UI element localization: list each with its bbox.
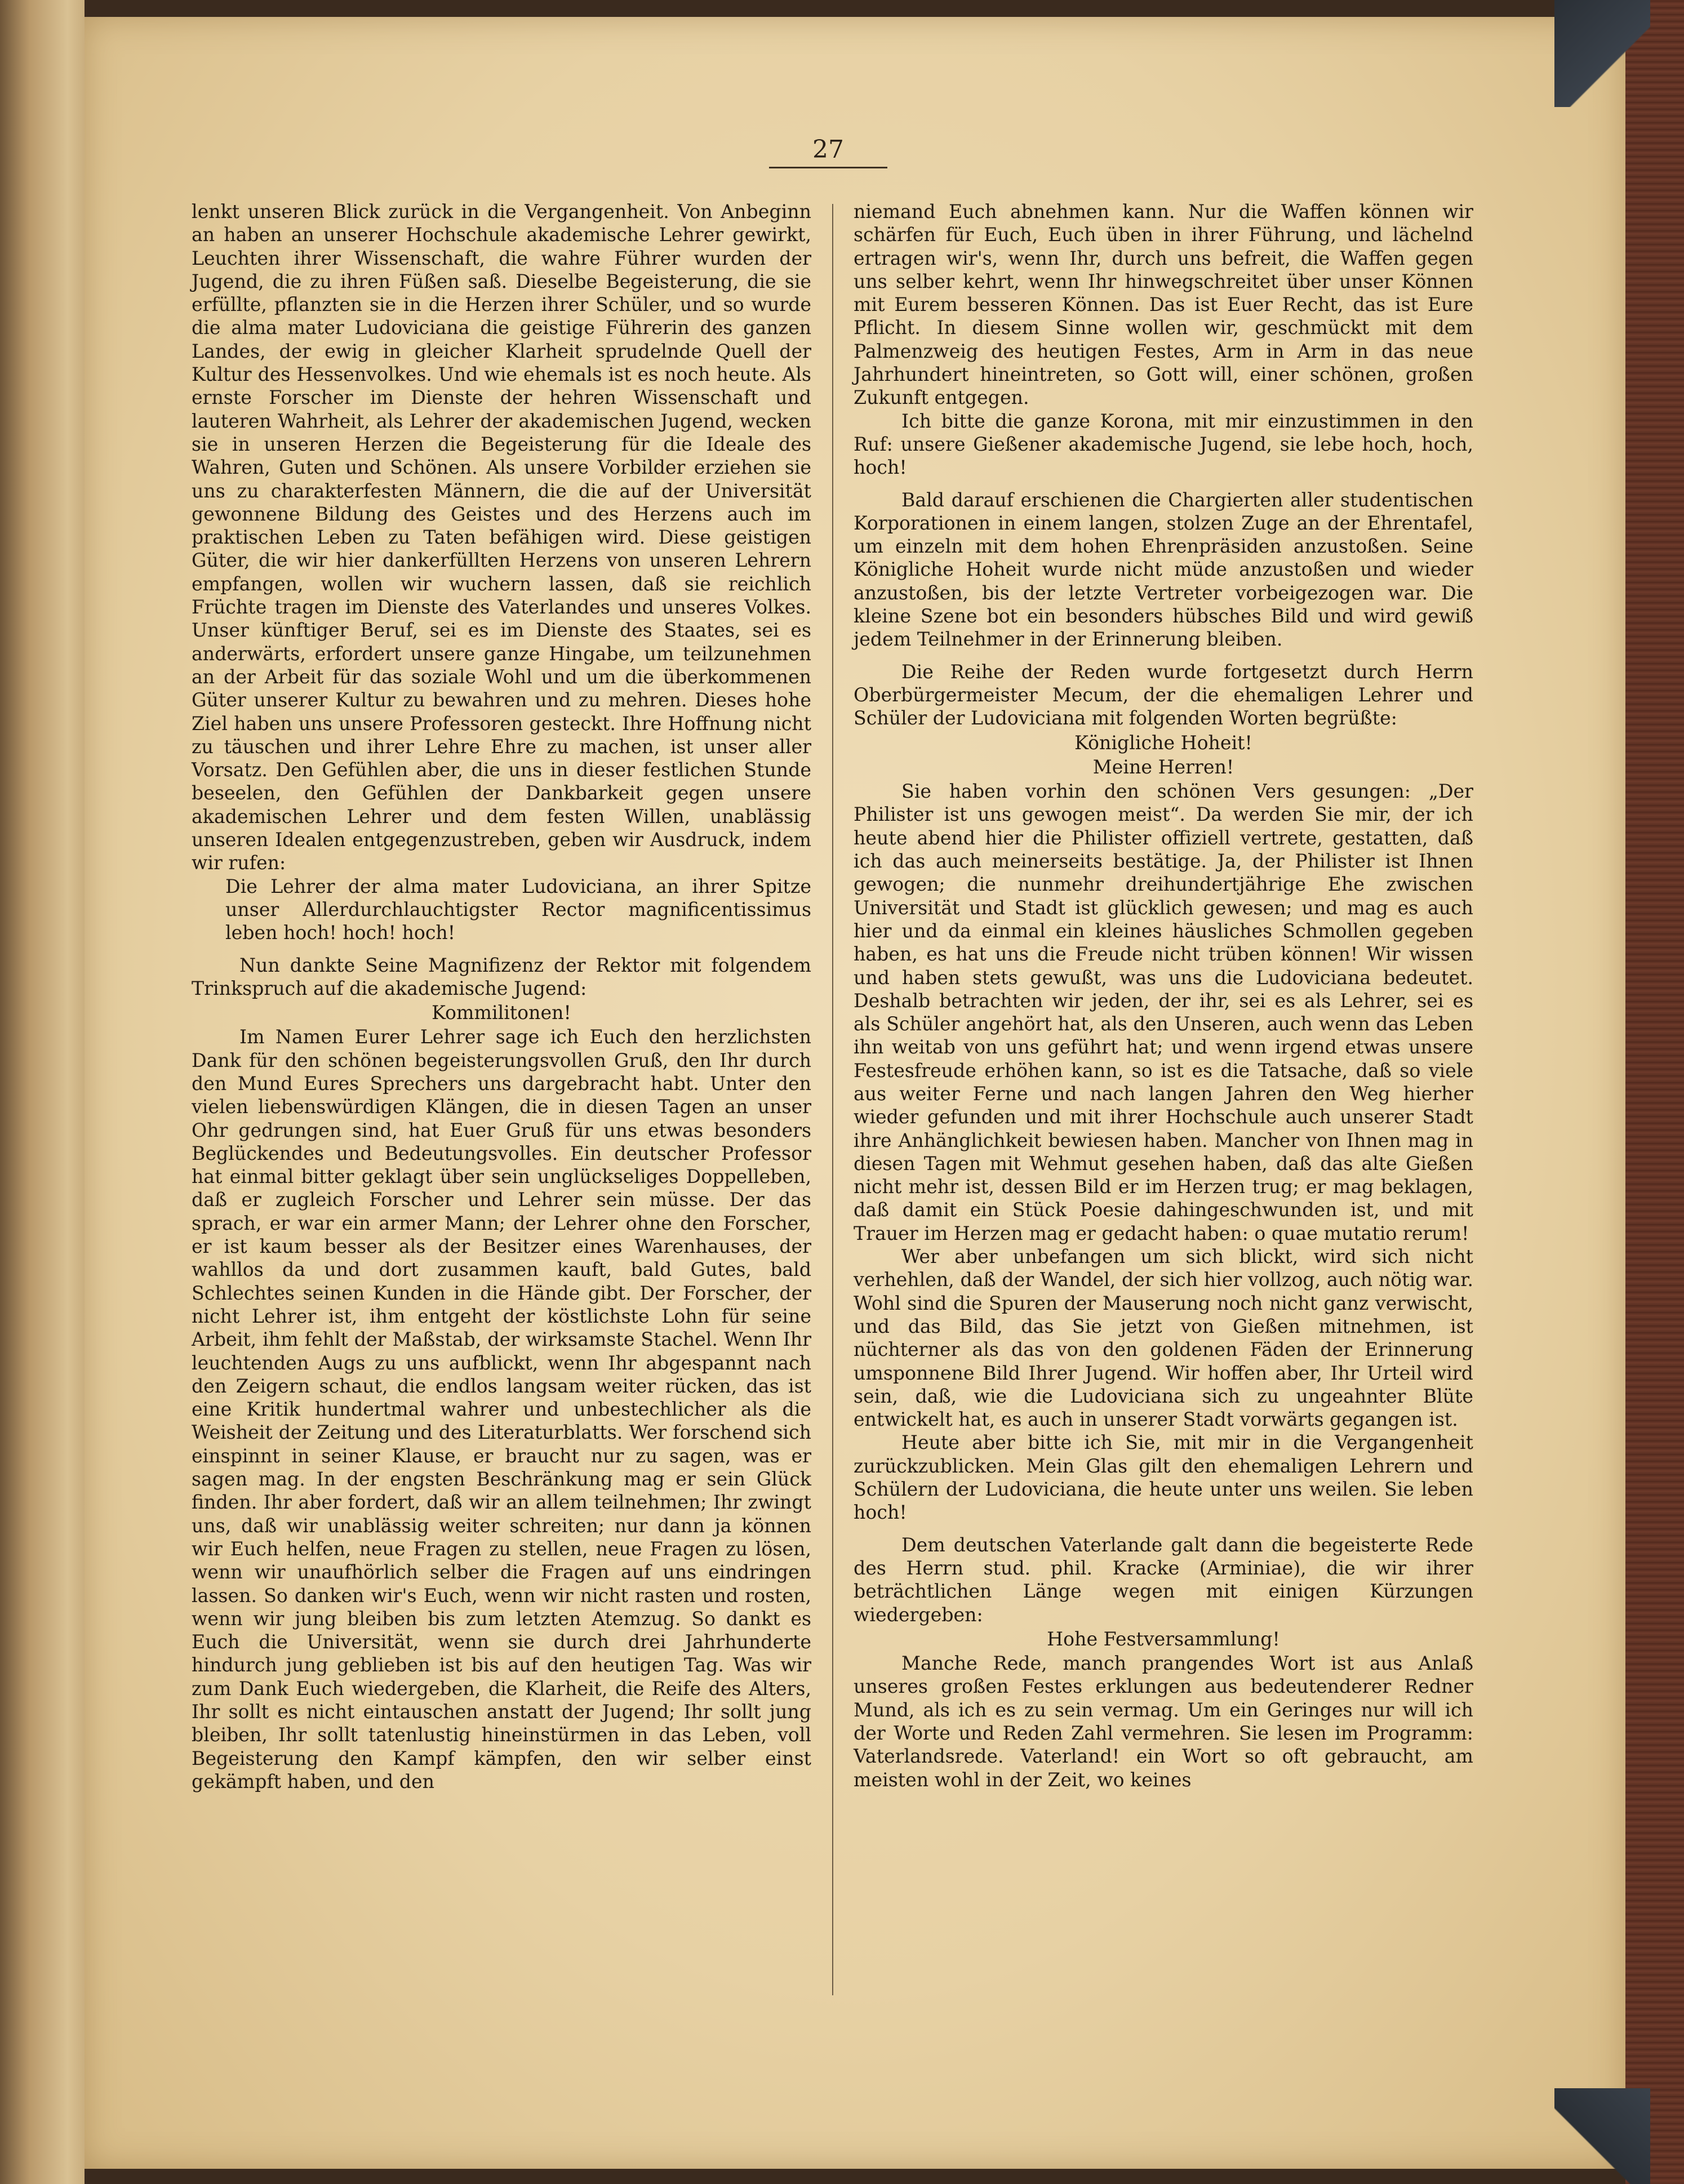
column-divider: [832, 204, 833, 1995]
left-column: [192, 200, 811, 1793]
right-column: [854, 200, 1473, 1791]
right-paragraph: Wer aber unbefangen um sich blickt, wird sich nicht verhehlen, daß der Wandel, der sich hier vollzog, auch nötig war. Wohl sind die Spuren der Mauserung noch nicht ganz verwischt, und das Bild, das Sie jetzt von Gießen mitnehmen, ist nüchterner als das von den goldenen Fäden der Erinnerung umsponnene Bild Ihrer Jugend. Wir hoffen aber, Ihr Urteil wird sein, daß, wie die Ludoviciana sich zu ungeahnter Blüte entwickelt hat, es auch in unserer Stadt vorwärts gegangen ist.: [854, 1246, 1473, 1431]
left-paragraph: Im Namen Eurer Lehrer sage ich Euch den herzlichsten Dank für den schönen begeisterungsvollen Gruß, den Ihr durch den Mund Eures Sprechers uns dargebracht habt. Unter den vielen liebenswürdigen Klängen, die in diesen Tagen an unser Ohr gedrungen sind, hat Euer Gruß für uns etwas besonders Beglückendes und Bedeutungsvolles. Ein deutscher Professor hat einmal bitter geklagt über sein unglückseliges Doppelleben, daß er zugleich Forscher und Lehrer sein müsse. Der das sprach, er war ein armer Mann; der Lehrer ohne den Forscher, er ist kaum besser als der Besitzer eines Warenhauses, der wahllos da und dort zusammen kauft, bald Gutes, bald Schlechtes seinen Kunden in die Hände gibt. Der Forscher, der nicht Lehrer ist, ihm entgeht der köstlichste Lohn für seine Arbeit, ihm fehlt der Maßstab, der wirksamste Stachel. Wenn Ihr leuchtenden Augs zu uns aufblickt, wenn Ihr abgespannt nach den Zeigern schaut, die endlos langsam weiter rücken, das ist eine Kritik hundertmal wahrer und unbestechlicher als die Weisheit der Zeitung und des Literaturblatts. Wer forschend sich einspinnt in seiner Klause, er braucht nur zu sagen, was er sagen mag. In der engsten Beschränkung mag er sein Glück finden. Ihr aber fordert, daß wir an allem teilnehmen; Ihr zwingt uns, daß wir unablässig weiter schreiten; nur dann ja können wir Euch helfen, neue Fragen zu stellen, neue Fragen zu lösen, wenn wir unaufhörlich selber die Fragen auf uns eindringen lassen. So danken wir's Euch, wenn wir nicht rasten und rosten, wenn wir jung bleiben bis zum letzten Atemzug. So dankt es Euch die Universität, wenn sie durch drei Jahrhunderte hindurch jung geblieben ist bis auf den heutigen Tag. Was wir zum Dank Euch wiedergeben, die Klarheit, die Reife des Alters, Ihr sollt es nicht eintauschen anstatt der Jugend; Ihr sollt jung bleiben, Ihr sollt tatenlustig hineinstürmen in das Leben, voll Begeisterung den Kampf kämpfen, den wir selber einst gekämpft haben, und den: [192, 1026, 811, 1792]
right-paragraph: niemand Euch abnehmen kann. Nur die Waffen können wir schärfen für Euch, Euch üben in ihrer Führung, und lächelnd ertragen wir's, wenn Ihr, durch uns befreit, die Waffen gegen uns selber kehrt, wenn Ihr hinwegschreitet über unser Können mit Eurem besseren Können. Das ist Euer Recht, das ist Eure Pflicht. In diesem Sinne wollen wir, geschmückt mit dem Palmenzweig des heutigen Festes, Arm in Arm in das neue Jahrhundert hineintreten, so Gott will, einer schönen, großen Zukunft entgegen.: [854, 201, 1473, 409]
page-number-rule: [769, 167, 887, 168]
left-paragraph: lenkt unseren Blick zurück in die Vergangenheit. Von Anbeginn an haben an unserer Hochschule akademische Lehrer gewirkt, Leuchten ihrer Wissenschaft, die wahre Führer wurden der Jugend, die zu ihren Füßen saß. Dieselbe Begeisterung, die sie erfüllte, pflanzten sie in die Herzen ihrer Schüler, und so wurde die alma mater Ludoviciana die geistige Führerin des ganzen Landes, der ewig in gleicher Klarheit sprudelnde Quell der Kultur des Hessenvolkes. Und wie ehemals ist es noch heute. Als ernste Forscher im Dienste der hehren Wissenschaft und lauteren Wahrheit, als Lehrer der akademischen Jugend, wecken sie in unseren Herzen die Begeisterung für die Ideale des Wahren, Guten und Schönen. Als unsere Vorbilder erziehen sie uns zu charakterfesten Männern, die die auf der Universität gewonnene Bildung des Geistes und des Herzens auch im praktischen Leben zu Taten befähigen wird. Diese geistigen Güter, die wir hier dankerfüllten Herzens von unseren Lehrern empfangen, wollen wir wuchern lassen, daß sie reichlich Früchte tragen im Dienste des Vaterlandes und unseres Volkes. Unser künftiger Beruf, sei es im Dienste des Staates, sei es anderwärts, erfordert unsere ganze Hingabe, um teilzunehmen an der Arbeit für das soziale Wohl und um die überkommenen Güter unserer Kultur zu bewahren und zu mehren. Dieses hohe Ziel haben uns unsere Professoren gesteckt. Ihre Hoffnung nicht zu täuschen und ihrer Lehre Ehre zu machen, ist unser aller Vorsatz. Den Gefühlen aber, die uns in dieser festlichen Stunde beseelen, den Gefühlen der Dankbarkeit gegen unsere akademischen Lehrer und dem festen Willen, unablässig unseren Idealen entgegenzustreben, geben wir Ausdruck, indem wir rufen:: [192, 201, 811, 874]
right-paragraph: Dem deutschen Vaterlande galt dann die begeisterte Rede des Herrn stud. phil. Kracke (Arminiae), die wir ihrer beträchtlichen Länge wegen mit einigen Kürzungen wiedergeben:: [854, 1533, 1473, 1626]
right-paragraph: Sie haben vorhin den schönen Vers gesungen: „Der Philister ist uns gewogen meist“. Da werden Sie mir, der ich heute abend hier die Philister offiziell vertrete, gestatten, daß ich das auch meinerseits bestätige. Ja, der Philister ist Ihnen gewogen; die nunmehr dreihundertjährige Ehe zwischen Universität und Stadt ist glücklich gewesen; und mag es auch hier und da einmal ein kleines häusliches Schmollen gegeben haben, es hat uns die Freude nicht trüben können! Wir wissen und haben stets gewußt, was uns die Ludoviciana bedeutet. Deshalb betrachten wir jeden, der ihr, sei es als Lehrer, sei es als Schüler angehört hat, als den Unseren, auch wenn das Leben ihn weitab von uns geführt hat; und wenn irgend etwas unsere Festesfreude erhöhen kann, so ist es die Tatsache, daß so viele aus weiter Ferne und nach langen Jahren den Weg hierher wieder gefunden und mit ihrer Hochschule auch unserer Stadt ihre Anhänglichkeit bewiesen haben. Mancher von Ihnen mag in diesen Tagen mit Wehmut gesehen haben, daß das alte Gießen nicht mehr ist, dessen Bild er im Herzen trug; er mag beklagen, daß damit ein Stück Poesie dahingeschwunden ist, und mit Trauer im Herzen mag er gedacht haben: o quae mutatio rerum!: [854, 780, 1473, 1244]
right-paragraph: Heute aber bitte ich Sie, mit mir in die Vergangenheit zurückzublicken. Mein Glas gilt den ehemaligen Lehrern und Schülern der Ludoviciana, die heute unter uns weilen. Sie leben hoch!: [854, 1431, 1473, 1524]
left-paragraph: Nun dankte Seine Magnifizenz der Rektor mit folgendem Trinkspruch auf die akademische Jugend:: [192, 954, 811, 999]
binding-corner-bottom: [1554, 2088, 1650, 2184]
right-paragraph: Die Reihe der Reden wurde fortgesetzt durch Herrn Oberbürgermeister Mecum, der die ehemaligen Lehrer und Schüler der Ludoviciana mit folgenden Worten begrüßte:: [854, 660, 1473, 730]
book-binding: [1625, 0, 1684, 2184]
right-paragraph: Bald darauf erschienen die Chargierten aller studentischen Korporationen in einem langen, stolzen Zuge an der Ehrentafel, um einzeln mit dem hohen Ehrenpräsiden anzustoßen. Seine Königliche Hoheit wurde nicht müde anzustoßen und wieder anzustoßen, bis der letzte Vertreter vorbeigezogen war. Die kleine Szene bot ein besonders hübsches Bild und wird gewiß jedem Teilnehmer in der Erinnerung bleiben.: [854, 488, 1473, 651]
right-paragraph: Ich bitte die ganze Korona, mit mir einzustimmen in den Ruf: unsere Gießener akademische Jugend, sie lebe hoch, hoch, hoch!: [854, 410, 1473, 479]
toast-quote: Die Lehrer der alma mater Ludoviciana, an ihrer Spitze unser Allerdurchlauchtigster Rector magnificentissimus leben hoch! hoch! hoch!: [225, 875, 811, 944]
salutation: Hohe Festversammlung!: [1047, 1627, 1280, 1650]
salutation: Kommilitonen!: [432, 1002, 571, 1024]
right-paragraph: Manche Rede, manch prangendes Wort ist aus Anlaß unseres großen Festes erklungen aus bedeutenderer Redner Mund, als ich es zu sein vermag. Um ein Geringes nur will ich der Worte und Reden Zahl vermehren. Sie lesen im Programm: Vaterlandsrede. Vaterland! ein Wort so oft gebraucht, am meisten wohl in der Zeit, wo keines: [854, 1652, 1473, 1791]
salutation: Meine Herren!: [1092, 755, 1234, 778]
binding-corner-top: [1554, 0, 1650, 107]
page-number: 27: [812, 135, 844, 164]
left-page-edge: [0, 0, 85, 2184]
salutation: Königliche Hoheit!: [1074, 731, 1252, 754]
